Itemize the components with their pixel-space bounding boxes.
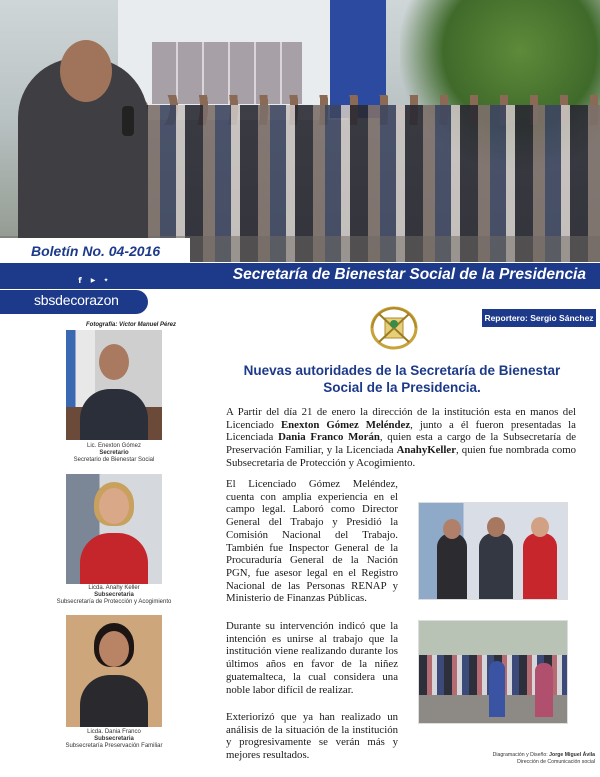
brand-name: sbsdecorazon [34,292,119,308]
brand-badge[interactable] [0,290,148,314]
portrait-anahy-keller [66,474,162,584]
social-icons [75,276,111,286]
design-credit [440,752,595,766]
article-paragraph-1 [226,406,576,470]
portrait-dania-franco [66,615,162,727]
name-anahy: AnahyKeller [396,444,456,457]
microphone [122,106,134,136]
guatemala-coat-of-arms-icon [365,302,423,354]
person-name: Lic. Enexton Gómez [86,443,142,449]
department-name: Dirección de Comunicación social [517,759,595,765]
person-role: Secretario [99,450,129,456]
text-run: , junto a él fueron presentadas la Licenciada [226,418,576,444]
portrait-secretario [66,330,162,440]
org-title: Secretaría de Bienestar Social de la Presidencia [232,266,586,283]
article-paragraph-4: Exteriorizó que ya han realizado un análisis de la situación de la institución y progresivamente se verán más y mejores resultados. [226,711,398,762]
speaker-head [60,40,112,102]
caption-anahy-keller [34,585,194,606]
person-name: Licda. Anahy Keller [88,585,140,591]
person-role: Subsecretaria [94,592,134,598]
article-headline: Nuevas autoridades de la Secretaría de Bienestar Social de la Presidencia. [243,363,561,395]
youtube-icon[interactable]: ▶ [88,276,98,286]
text-run: , quien esta a cargo de la Subsecretaría de Preservación Familiar, y la Licenciada [226,431,577,457]
event-photo-officials [418,502,568,600]
text-run: A Partir del día 21 de enero la dirección de la institución esta en manos del Licenciado [226,406,576,431]
person-office: Subsecretaría de Protección y Acogimiento [56,599,172,605]
bulletin-number: Boletín No. 04-2016 [0,238,190,264]
person-office: Secretario de Bienestar Social [73,457,155,463]
article-paragraph-3: Durante su intervención indicó que la intención es unirse al trabajo que la institución viene realizando durante los últimos años en favor de la niñez guatemalteca, la cual considera una noble labor difícil de realizar. [226,620,398,696]
caption-secretario [34,443,194,464]
design-label: Diagramación y Diseño: [492,752,550,758]
name-enexton: Enexton Gómez Meléndez [280,418,411,431]
text-run: , quien fue nombrada como Subsecretaria de Protección y Acogimiento. [226,444,576,469]
reporter-badge: Reportero: Sergio Sánchez [482,309,596,327]
person-name: Licda. Dania Franco [87,729,141,735]
name-dania: Dania Franco Morán [278,431,380,444]
event-photo-staff [418,620,568,724]
photo-credit: Fotografía: Víctor Manuel Pérez [86,322,177,328]
caption-dania-franco [34,729,194,750]
twitter-icon[interactable]: ✦ [101,276,111,286]
person-office: Subsecretaría Preservación Familiar [65,743,163,749]
hero-photo [0,0,600,262]
facebook-icon[interactable]: f [75,276,85,286]
article-paragraph-2: El Licenciado Gómez Meléndez, cuenta con amplia experiencia en el campo legal. Laboró como Director General del Trabajo y Presidió la Comisión Nacional del Trabajo. También fue Inspector General de la Procuraduría General de la Nación PGN, fue asesor legal en el Registro Nacional de las Personas RENAP y Ministerio de Finanzas Públicas. [226,478,398,605]
designer-name: Jorge Miguel Ávila [549,752,595,758]
person-role: Subsecretaria [94,736,134,742]
